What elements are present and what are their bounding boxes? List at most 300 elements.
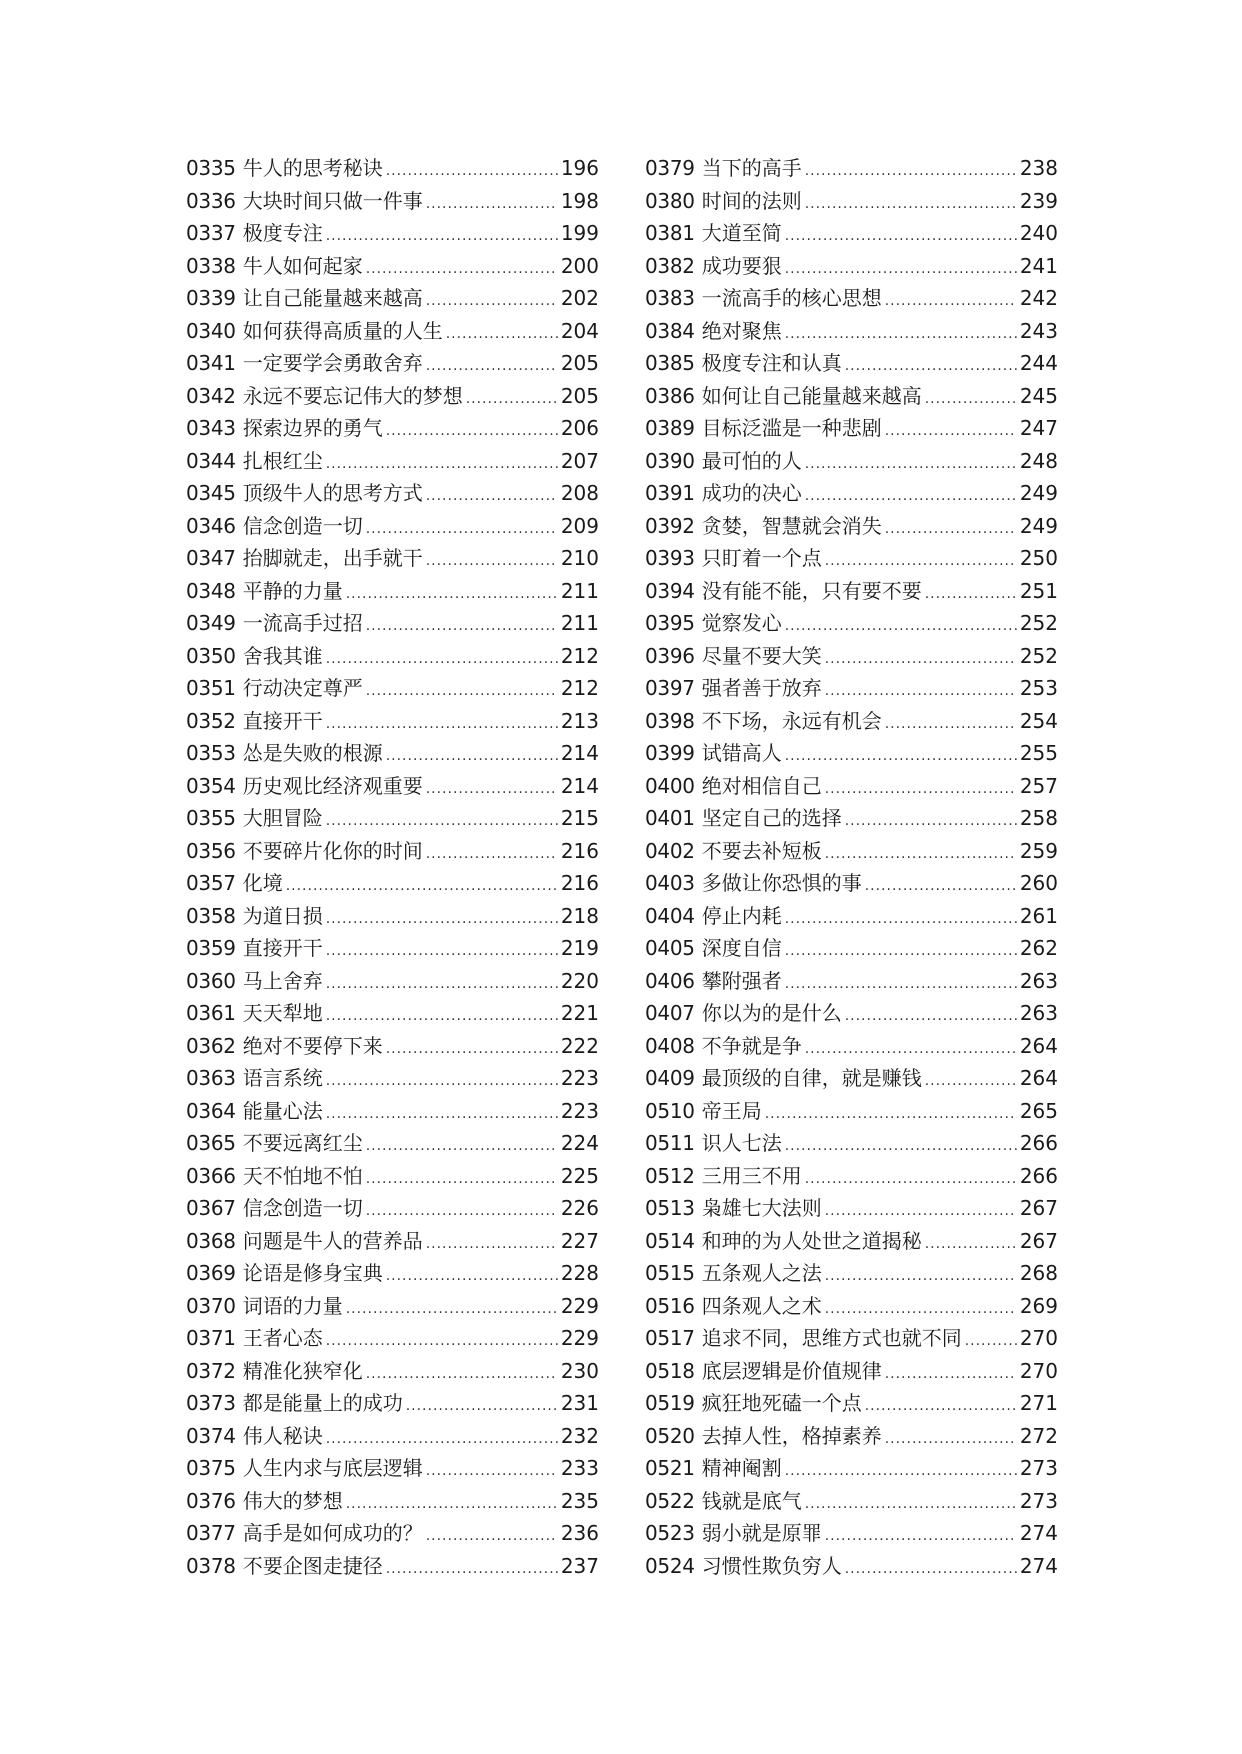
toc-entry[interactable]: [645, 1095, 1058, 1128]
toc-entry-page: 243: [1019, 318, 1058, 343]
toc-entry-page: 212: [560, 676, 599, 700]
toc-entry[interactable]: [186, 672, 599, 705]
dot-leader: [805, 448, 1017, 481]
toc-entry-number: 0521: [645, 1456, 695, 1480]
dot-leader: [426, 285, 558, 318]
toc-entry-title: 不争就是争: [701, 1033, 802, 1058]
toc-entry-title: 直接开干: [242, 708, 323, 733]
toc-entry-page: 264: [1019, 1066, 1058, 1090]
toc-entry[interactable]: [186, 347, 599, 380]
toc-entry-page: 274: [1019, 1521, 1058, 1545]
toc-entry-page: 247: [1019, 416, 1058, 440]
toc-entry-number: 0380: [645, 188, 695, 213]
toc-entry-number: 0511: [645, 1131, 695, 1155]
toc-entry[interactable]: [186, 477, 599, 510]
dot-leader: [366, 253, 558, 286]
dot-leader: [925, 1065, 1017, 1098]
dot-leader: [386, 1553, 558, 1586]
toc-entry-page: 208: [560, 481, 599, 505]
toc-entry[interactable]: [186, 412, 599, 445]
dot-leader: [366, 1195, 558, 1228]
toc-entry-page: 220: [560, 968, 599, 993]
toc-entry-title: 词语的力量: [242, 1293, 343, 1318]
toc-entry[interactable]: [645, 737, 1058, 770]
toc-entry-number: 0406: [645, 968, 695, 993]
dot-leader: [885, 415, 1017, 448]
toc-entry-number: 0522: [645, 1488, 695, 1513]
toc-entry[interactable]: [645, 575, 1058, 608]
toc-entry-number: 0402: [645, 838, 695, 863]
toc-entry[interactable]: [186, 1192, 599, 1225]
toc-entry[interactable]: [645, 867, 1058, 900]
dot-leader: [406, 1390, 558, 1423]
toc-entry[interactable]: [186, 152, 599, 185]
toc-entry[interactable]: [186, 1225, 599, 1258]
toc-entry-page: 263: [1019, 1001, 1058, 1025]
toc-entry[interactable]: [186, 315, 599, 348]
toc-entry-number: 0362: [186, 1033, 236, 1058]
toc-entry-number: 0346: [186, 513, 236, 538]
toc-entry[interactable]: [186, 1095, 599, 1128]
toc-entry-page: 216: [560, 871, 599, 895]
toc-entry-number: 0360: [186, 968, 236, 993]
toc-entry[interactable]: [186, 1257, 599, 1290]
toc-entry-number: 0396: [645, 643, 695, 668]
toc-entry-page: 238: [1019, 156, 1058, 180]
toc-entry-title: 贪婪，智慧就会消失: [701, 513, 882, 538]
dot-leader: [466, 383, 558, 416]
toc-entry[interactable]: [645, 347, 1058, 380]
toc-entry-number: 0338: [186, 253, 236, 278]
toc-entry-page: 252: [1019, 643, 1058, 668]
toc-entry-title: 牛人如何起家: [242, 253, 363, 278]
toc-entry-page: 233: [560, 1456, 599, 1480]
dot-leader: [785, 1455, 1017, 1488]
toc-entry-page: 196: [560, 156, 599, 180]
toc-entry[interactable]: [186, 640, 599, 673]
toc-entry-title: 抬脚就走，出手就干: [242, 546, 423, 570]
toc-entry[interactable]: [186, 737, 599, 770]
toc-entry-number: 0357: [186, 871, 236, 895]
toc-entry[interactable]: [645, 640, 1058, 673]
toc-entry-title: 底层逻辑是价值规律: [701, 1358, 882, 1383]
dot-leader: [825, 838, 1017, 871]
dot-leader: [366, 1358, 558, 1391]
toc-entry-number: 0343: [186, 416, 236, 440]
dot-leader: [366, 513, 558, 546]
toc-entry-number: 0349: [186, 611, 236, 635]
dot-leader: [326, 1098, 558, 1131]
toc-entry[interactable]: [645, 412, 1058, 445]
dot-leader: [426, 838, 558, 871]
toc-entry[interactable]: [186, 965, 599, 998]
toc-entry[interactable]: [186, 250, 599, 283]
toc-entry-page: 204: [560, 318, 599, 343]
dot-leader: [326, 643, 558, 676]
toc-entry-page: 262: [1019, 936, 1058, 960]
toc-entry-title: 强者善于放弃: [701, 676, 822, 700]
toc-entry-title: 马上舍弃: [242, 968, 323, 993]
toc-entry-title: 历史观比经济观重要: [242, 773, 423, 798]
toc-entry-page: 229: [560, 1293, 599, 1318]
dot-leader: [346, 1488, 558, 1521]
toc-entry[interactable]: [186, 282, 599, 315]
toc-entry[interactable]: [645, 217, 1058, 250]
dot-leader: [825, 1520, 1017, 1553]
toc-entry-title: 时间的法则: [701, 188, 802, 213]
toc-entry-title: 绝对不要停下来: [242, 1033, 383, 1058]
toc-entry[interactable]: [186, 867, 599, 900]
toc-entry-title: 疯狂地死磕一个点: [701, 1391, 862, 1415]
toc-entry[interactable]: [186, 1062, 599, 1095]
toc-entry-number: 0404: [645, 903, 695, 928]
toc-entry[interactable]: [645, 315, 1058, 348]
toc-entry[interactable]: [645, 770, 1058, 803]
toc-entry-title: 极度专注和认真: [701, 351, 842, 375]
toc-entry-page: 209: [560, 513, 599, 538]
toc-entry-number: 0347: [186, 546, 236, 570]
toc-entry[interactable]: [186, 900, 599, 933]
toc-entry[interactable]: [645, 835, 1058, 868]
toc-entry-title: 三用三不用: [701, 1163, 802, 1188]
toc-entry-page: 261: [1019, 903, 1058, 928]
toc-entry[interactable]: [645, 1420, 1058, 1453]
dot-leader: [845, 350, 1017, 383]
toc-entry[interactable]: [645, 542, 1058, 575]
toc-entry[interactable]: [645, 1225, 1058, 1258]
toc-entry-title: 一流高手过招: [242, 611, 363, 635]
toc-entry[interactable]: [645, 185, 1058, 218]
toc-entry[interactable]: [645, 1062, 1058, 1095]
toc-entry-page: 231: [560, 1391, 599, 1415]
toc-entry-title: 顶级牛人的思考方式: [242, 481, 423, 505]
toc-entry-number: 0517: [645, 1326, 695, 1350]
dot-leader: [885, 1423, 1017, 1456]
toc-entry-number: 0373: [186, 1391, 236, 1415]
toc-entry[interactable]: [645, 477, 1058, 510]
toc-entry-number: 0394: [645, 578, 695, 603]
dot-leader: [885, 285, 1017, 318]
toc-entry[interactable]: [186, 802, 599, 835]
toc-entry[interactable]: [645, 1127, 1058, 1160]
toc-entry-title: 一定要学会勇敢舍弃: [242, 351, 423, 375]
dot-leader: [885, 1358, 1017, 1391]
toc-entry-title: 都是能量上的成功: [242, 1391, 403, 1415]
dot-leader: [326, 220, 558, 253]
toc-entry-page: 213: [560, 708, 599, 733]
dot-leader: [426, 188, 558, 221]
toc-entry-title: 信念创造一切: [242, 1196, 363, 1220]
toc-entry-title: 停止内耗: [701, 903, 782, 928]
toc-entry-title: 攀附强者: [701, 968, 782, 993]
dot-leader: [825, 643, 1017, 676]
toc-entry-title: 大道至简: [701, 221, 782, 245]
toc-entry[interactable]: [186, 542, 599, 575]
dot-leader: [386, 740, 558, 773]
toc-entry-number: 0518: [645, 1358, 695, 1383]
dot-leader: [785, 903, 1017, 936]
dot-leader: [326, 805, 558, 838]
toc-entry-title: 让自己能量越来越高: [242, 286, 423, 310]
toc-entry[interactable]: [645, 1355, 1058, 1388]
toc-entry-page: 272: [1019, 1423, 1058, 1448]
dot-leader: [785, 220, 1017, 253]
toc-entry[interactable]: [186, 1322, 599, 1355]
toc-entry-title: 识人七法: [701, 1131, 782, 1155]
toc-entry-title: 高手是如何成功的？: [242, 1521, 423, 1545]
toc-entry-title: 天不怕地不怕: [242, 1163, 363, 1188]
toc-entry-title: 如何获得高质量的人生: [242, 318, 443, 343]
toc-entry[interactable]: [645, 1550, 1058, 1583]
toc-entry-number: 0405: [645, 936, 695, 960]
toc-entry[interactable]: [186, 1290, 599, 1323]
dot-leader: [326, 1423, 558, 1456]
toc-entry[interactable]: [186, 1517, 599, 1550]
toc-entry[interactable]: [645, 1322, 1058, 1355]
toc-entry-number: 0342: [186, 383, 236, 408]
toc-entry-number: 0356: [186, 838, 236, 863]
toc-entry-page: 212: [560, 643, 599, 668]
toc-entry-number: 0409: [645, 1066, 695, 1090]
toc-entry-page: 252: [1019, 611, 1058, 635]
toc-entry-number: 0345: [186, 481, 236, 505]
toc-entry[interactable]: [186, 1420, 599, 1453]
toc-entry-number: 0359: [186, 936, 236, 960]
toc-entry[interactable]: [186, 1550, 599, 1583]
toc-entry-page: 255: [1019, 741, 1058, 765]
toc-entry[interactable]: [186, 932, 599, 965]
toc-entry-title: 和珅的为人处世之道揭秘: [701, 1228, 922, 1253]
toc-entry-title: 最顶级的自律，就是赚钱: [701, 1066, 922, 1090]
toc-entry-page: 249: [1019, 513, 1058, 538]
toc-entry[interactable]: [186, 510, 599, 543]
toc-entry[interactable]: [645, 282, 1058, 315]
toc-entry-number: 0365: [186, 1131, 236, 1155]
toc-entry[interactable]: [186, 705, 599, 738]
toc-entry-title: 不要碎片化你的时间: [242, 838, 423, 863]
toc-entry-page: 229: [560, 1326, 599, 1350]
dot-leader: [386, 1260, 558, 1293]
toc-entry-number: 0344: [186, 448, 236, 473]
toc-entry-number: 0515: [645, 1261, 695, 1285]
dot-leader: [426, 545, 558, 578]
dot-leader: [805, 1033, 1017, 1066]
toc-entry-number: 0381: [645, 221, 695, 245]
toc-entry-title: 精神阉割: [701, 1456, 782, 1480]
toc-entry-number: 0363: [186, 1066, 236, 1090]
toc-entry[interactable]: [186, 1160, 599, 1193]
toc-entry-page: 202: [560, 286, 599, 310]
toc-entry[interactable]: [186, 185, 599, 218]
toc-entry[interactable]: [645, 250, 1058, 283]
toc-entry[interactable]: [186, 1485, 599, 1518]
toc-entry-page: 222: [560, 1033, 599, 1058]
toc-entry-page: 215: [560, 806, 599, 830]
toc-entry-page: 227: [560, 1228, 599, 1253]
toc-entry-page: 259: [1019, 838, 1058, 863]
toc-entry-page: 211: [560, 578, 599, 603]
dot-leader: [805, 1163, 1017, 1196]
toc-entry-number: 0395: [645, 611, 695, 635]
toc-entry[interactable]: [645, 1517, 1058, 1550]
toc-entry-page: 223: [560, 1066, 599, 1090]
toc-entry[interactable]: [645, 705, 1058, 738]
toc-entry-number: 0399: [645, 741, 695, 765]
toc-entry-title: 只盯着一个点: [701, 546, 822, 570]
toc-entry-number: 0339: [186, 286, 236, 310]
toc-entry-page: 245: [1019, 383, 1058, 408]
toc-entry[interactable]: [186, 217, 599, 250]
toc-entry-page: 270: [1019, 1326, 1058, 1350]
toc-entry-number: 0524: [645, 1553, 695, 1578]
toc-entry-number: 0353: [186, 741, 236, 765]
toc-entry-page: 271: [1019, 1391, 1058, 1415]
toc-entry[interactable]: [645, 152, 1058, 185]
toc-entry-title: 四条观人之术: [701, 1293, 822, 1318]
toc-entry-number: 0390: [645, 448, 695, 473]
toc-entry[interactable]: [645, 965, 1058, 998]
toc-entry[interactable]: [645, 1387, 1058, 1420]
dot-leader: [366, 610, 558, 643]
toc-entry[interactable]: [645, 672, 1058, 705]
toc-entry[interactable]: [186, 1127, 599, 1160]
dot-leader: [825, 545, 1017, 578]
toc-entry[interactable]: [645, 1290, 1058, 1323]
dot-leader: [785, 1130, 1017, 1163]
dot-leader: [865, 870, 1017, 903]
toc-entry[interactable]: [645, 380, 1058, 413]
toc-entry-number: 0377: [186, 1521, 236, 1545]
toc-entry-title: 信念创造一切: [242, 513, 363, 538]
toc-entry-number: 0351: [186, 676, 236, 700]
dot-leader: [326, 1000, 558, 1033]
dot-leader: [845, 1553, 1017, 1586]
dot-leader: [426, 773, 558, 806]
toc-entry-page: 221: [560, 1001, 599, 1025]
toc-entry[interactable]: [186, 1452, 599, 1485]
toc-entry-title: 绝对聚焦: [701, 318, 782, 343]
toc-entry-page: 268: [1019, 1261, 1058, 1285]
toc-entry[interactable]: [186, 575, 599, 608]
toc-entry-title: 觉察发心: [701, 611, 782, 635]
toc-entry[interactable]: [645, 1160, 1058, 1193]
toc-entry[interactable]: [186, 770, 599, 803]
toc-entry-title: 极度专注: [242, 221, 323, 245]
toc-entry-title: 坚定自己的选择: [701, 806, 842, 830]
toc-entry-title: 平静的力量: [242, 578, 343, 603]
toc-entry[interactable]: [186, 1387, 599, 1420]
toc-entry-title: 伟大的梦想: [242, 1488, 343, 1513]
toc-entry-number: 0358: [186, 903, 236, 928]
toc-entry-number: 0383: [645, 286, 695, 310]
toc-entry-number: 0372: [186, 1358, 236, 1383]
toc-entry[interactable]: [645, 1452, 1058, 1485]
toc-entry-title: 钱就是底气: [701, 1488, 802, 1513]
toc-entry-page: 214: [560, 741, 599, 765]
dot-leader: [925, 1228, 1017, 1261]
toc-column-right: [645, 152, 1058, 1582]
toc-entry-page: 265: [1019, 1098, 1058, 1123]
toc-entry-number: 0514: [645, 1228, 695, 1253]
toc-entry[interactable]: [645, 900, 1058, 933]
toc-entry-title: 当下的高手: [701, 156, 802, 180]
toc-entry[interactable]: [186, 1355, 599, 1388]
dot-leader: [965, 1325, 1017, 1358]
toc-entry-page: 269: [1019, 1293, 1058, 1318]
toc-entry-number: 0520: [645, 1423, 695, 1448]
toc-entry-title: 不下场，永远有机会: [701, 708, 882, 733]
toc-entry-number: 0384: [645, 318, 695, 343]
toc-entry-title: 精准化狭窄化: [242, 1358, 363, 1383]
toc-entry[interactable]: [186, 445, 599, 478]
toc-entry[interactable]: [645, 1030, 1058, 1063]
toc-entry-page: 207: [560, 448, 599, 473]
toc-entry-title: 如何让自己能量越来越高: [701, 383, 922, 408]
toc-entry[interactable]: [645, 932, 1058, 965]
toc-entry-page: 210: [560, 546, 599, 570]
toc-entry-title: 王者心态: [242, 1326, 323, 1350]
toc-entry-number: 0516: [645, 1293, 695, 1318]
dot-leader: [825, 773, 1017, 806]
toc-entry-number: 0398: [645, 708, 695, 733]
toc-entry-number: 0385: [645, 351, 695, 375]
toc-entry[interactable]: [645, 1257, 1058, 1290]
dot-leader: [845, 1000, 1017, 1033]
toc-entry-title: 化境: [242, 871, 283, 895]
toc-entry-title: 绝对相信自己: [701, 773, 822, 798]
dot-leader: [825, 675, 1017, 708]
toc-entry[interactable]: [645, 445, 1058, 478]
toc-entry[interactable]: [645, 1485, 1058, 1518]
toc-entry[interactable]: [186, 607, 599, 640]
toc-entry[interactable]: [645, 802, 1058, 835]
toc-entry-number: 0375: [186, 1456, 236, 1480]
toc-entry-number: 0513: [645, 1196, 695, 1220]
toc-entry-page: 258: [1019, 806, 1058, 830]
toc-entry-title: 不要去补短板: [701, 838, 822, 863]
toc-entry-page: 260: [1019, 871, 1058, 895]
toc-entry[interactable]: [186, 380, 599, 413]
dot-leader: [386, 415, 558, 448]
dot-leader: [326, 1325, 558, 1358]
toc-entry-number: 0354: [186, 773, 236, 798]
dot-leader: [865, 1390, 1017, 1423]
toc-entry-title: 尽量不要大笑: [701, 643, 822, 668]
toc-entry-page: 263: [1019, 968, 1058, 993]
toc-entry[interactable]: [645, 997, 1058, 1030]
toc-entry[interactable]: [186, 1030, 599, 1063]
toc-entry-page: 251: [1019, 578, 1058, 603]
toc-entry-title: 没有能不能，只有要不要: [701, 578, 922, 603]
toc-entry-number: 0392: [645, 513, 695, 538]
toc-entry[interactable]: [645, 607, 1058, 640]
toc-entry-page: 214: [560, 773, 599, 798]
dot-leader: [286, 870, 558, 903]
toc-entry-page: 240: [1019, 221, 1058, 245]
toc-entry-title: 人生内求与底层逻辑: [242, 1456, 423, 1480]
toc-entry-title: 论语是修身宝典: [242, 1261, 383, 1285]
dot-leader: [925, 383, 1017, 416]
toc-entry[interactable]: [186, 835, 599, 868]
toc-entry-page: 224: [560, 1131, 599, 1155]
dot-leader: [785, 968, 1017, 1001]
toc-entry[interactable]: [645, 510, 1058, 543]
toc-entry[interactable]: [186, 997, 599, 1030]
toc-entry-page: 219: [560, 936, 599, 960]
dot-leader: [805, 155, 1017, 188]
toc-entry[interactable]: [645, 1192, 1058, 1225]
toc-entry-page: 267: [1019, 1196, 1058, 1220]
